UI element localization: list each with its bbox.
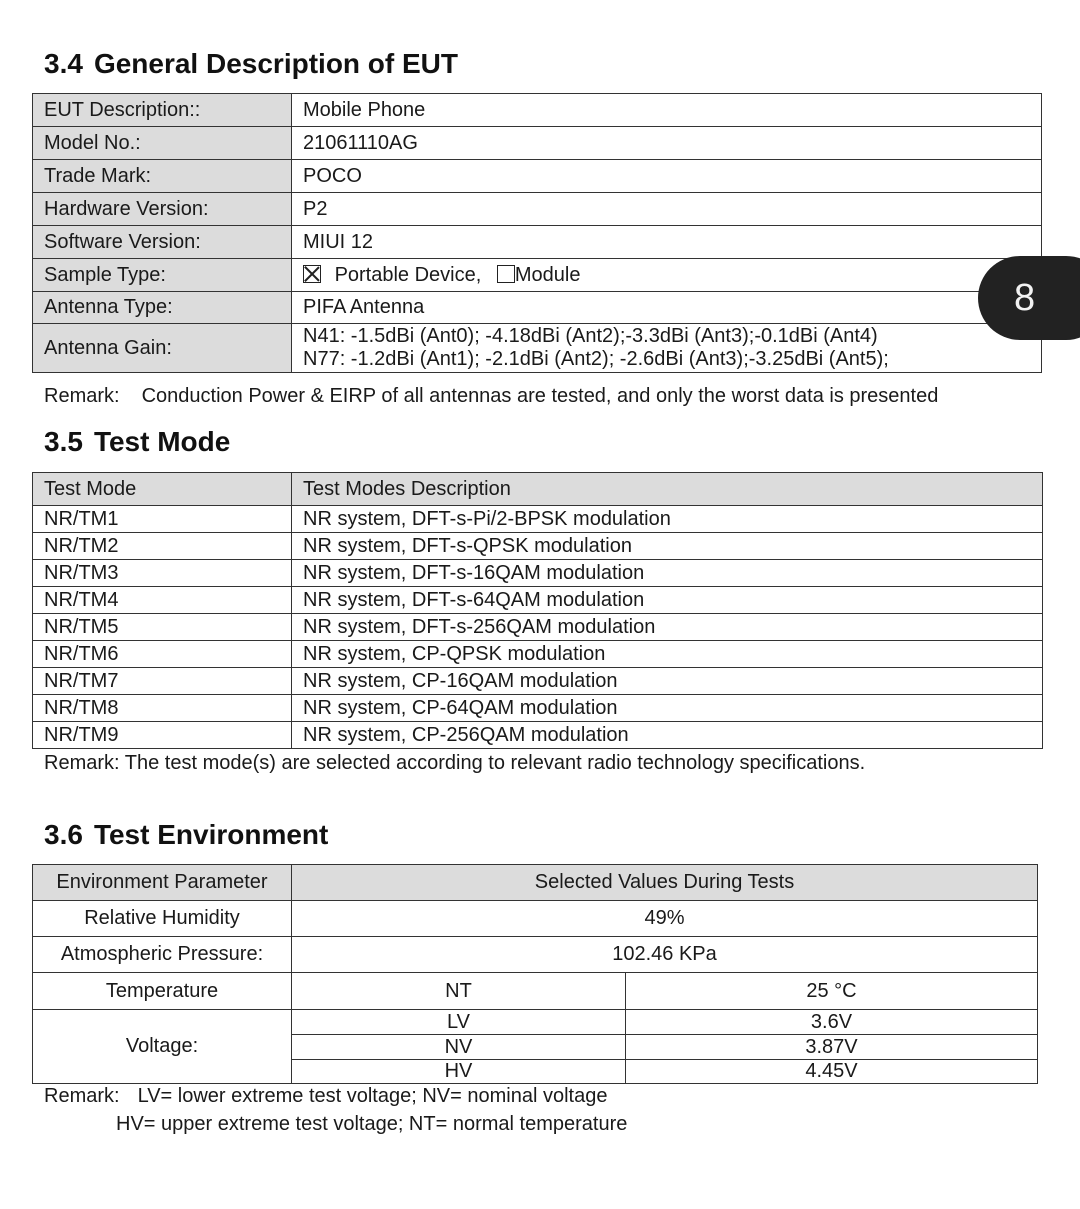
mode-cell: NR/TM6 xyxy=(33,641,292,668)
table-row xyxy=(33,668,1043,695)
mode-description-cell: NR system, DFT-s-QPSK modulation xyxy=(292,533,1043,560)
section-heading-eut xyxy=(44,48,458,80)
mode-description-cell: NR system, DFT-s-256QAM modulation xyxy=(292,614,1043,641)
environment-table xyxy=(32,864,1038,1084)
pressure-label: Atmospheric Pressure: xyxy=(33,937,292,973)
row-label: Hardware Version: xyxy=(33,193,292,226)
row-label: Software Version: xyxy=(33,226,292,259)
section-number: 3.5 xyxy=(44,426,83,457)
column-header: Selected Values During Tests xyxy=(292,865,1038,901)
mode-description-cell: NR system, CP-256QAM modulation xyxy=(292,722,1043,749)
voltage-key: NV xyxy=(292,1035,626,1060)
sample-option-module: Module xyxy=(514,263,581,286)
mode-description-cell: NR system, CP-16QAM modulation xyxy=(292,668,1043,695)
row-label: Model No.: xyxy=(33,127,292,160)
table-row xyxy=(33,292,1042,324)
table-row xyxy=(33,614,1043,641)
humidity-value: 49% xyxy=(292,901,1038,937)
page-number: 8 xyxy=(1014,277,1036,319)
sample-type-value xyxy=(292,259,1042,292)
table-header-row xyxy=(33,865,1038,901)
sample-type-label: Sample Type: xyxy=(33,259,292,292)
row-label: EUT Description:: xyxy=(33,94,292,127)
section-title: General Description of EUT xyxy=(93,48,459,79)
voltage-label: Voltage: xyxy=(33,1010,292,1084)
row-label: Trade Mark: xyxy=(33,160,292,193)
antenna-gain-label: Antenna Gain: xyxy=(33,324,292,373)
table-row xyxy=(33,722,1043,749)
remark-label: Remark: xyxy=(44,1085,120,1107)
sample-option-portable: Portable Device, xyxy=(334,263,482,286)
row-value: 21061110AG xyxy=(292,127,1042,160)
page-number-tab xyxy=(978,256,1080,340)
section-title: Test Environment xyxy=(93,819,329,850)
humidity-label: Relative Humidity xyxy=(33,901,292,937)
voltage-value: 4.45V xyxy=(626,1060,1038,1084)
row-value: P2 xyxy=(292,193,1042,226)
env-remark-line1 xyxy=(44,1085,607,1108)
table-row xyxy=(33,506,1043,533)
table-row xyxy=(33,160,1042,193)
test-mode-table xyxy=(32,472,1043,749)
antenna-gain-value xyxy=(292,324,1042,373)
mode-cell: NR/TM8 xyxy=(33,695,292,722)
table-row xyxy=(33,641,1043,668)
table-row xyxy=(33,973,1038,1010)
row-value: POCO xyxy=(292,160,1042,193)
column-header: Environment Parameter xyxy=(33,865,292,901)
table-row xyxy=(33,94,1042,127)
table-row xyxy=(33,324,1042,373)
table-header-row xyxy=(33,473,1043,506)
table-row xyxy=(33,193,1042,226)
table-row xyxy=(33,901,1038,937)
checked-checkbox-icon xyxy=(303,265,321,283)
table-row xyxy=(33,259,1042,292)
column-header: Test Modes Description xyxy=(292,473,1043,506)
section-number: 3.4 xyxy=(44,48,83,79)
mode-cell: NR/TM9 xyxy=(33,722,292,749)
antenna-gain-n41: N41: -1.5dBi (Ant0); -4.18dBi (Ant2);-3.3dBi (Ant3);-0.1dBi (Ant4) xyxy=(303,325,878,347)
mode-cell: NR/TM3 xyxy=(33,560,292,587)
temperature-key: NT xyxy=(292,973,626,1010)
mode-description-cell: NR system, CP-QPSK modulation xyxy=(292,641,1043,668)
voltage-value: 3.87V xyxy=(626,1035,1038,1060)
mode-description-cell: NR system, DFT-s-Pi/2-BPSK modulation xyxy=(292,506,1043,533)
column-header: Test Mode xyxy=(33,473,292,506)
remark-label: Remark: xyxy=(44,385,120,407)
voltage-key: HV xyxy=(292,1060,626,1084)
mode-description-cell: NR system, DFT-s-64QAM modulation xyxy=(292,587,1043,614)
mode-description-cell: NR system, CP-64QAM modulation xyxy=(292,695,1043,722)
mode-cell: NR/TM1 xyxy=(33,506,292,533)
table-row xyxy=(33,937,1038,973)
remark-text: LV= lower extreme test voltage; NV= nominal voltage xyxy=(137,1085,608,1107)
row-value: Mobile Phone xyxy=(292,94,1042,127)
temperature-label: Temperature xyxy=(33,973,292,1010)
table-row xyxy=(33,533,1043,560)
mode-description-cell: NR system, DFT-s-16QAM modulation xyxy=(292,560,1043,587)
remark-text: Conduction Power & EIRP of all antennas are tested, and only the worst data is presented xyxy=(141,385,939,407)
antenna-type-label: Antenna Type: xyxy=(33,292,292,324)
eut-table xyxy=(32,93,1042,373)
pressure-value: 102.46 KPa xyxy=(292,937,1038,973)
section-heading-env xyxy=(44,819,328,851)
section-number: 3.6 xyxy=(44,819,83,850)
table-row xyxy=(33,1010,1038,1035)
voltage-value: 3.6V xyxy=(626,1010,1038,1035)
mode-cell: NR/TM2 xyxy=(33,533,292,560)
table-row xyxy=(33,695,1043,722)
mode-cell: NR/TM4 xyxy=(33,587,292,614)
mode-cell: NR/TM7 xyxy=(33,668,292,695)
antenna-type-value: PIFA Antenna xyxy=(292,292,1042,324)
section-heading-mode xyxy=(44,426,230,458)
unchecked-checkbox-icon xyxy=(497,265,515,283)
eut-remark xyxy=(44,385,938,408)
temperature-value: 25 °C xyxy=(626,973,1038,1010)
table-row xyxy=(33,127,1042,160)
antenna-gain-n77: N77: -1.2dBi (Ant1); -2.1dBi (Ant2); -2.6dBi (Ant3);-3.25dBi (Ant5); xyxy=(303,348,889,370)
section-title: Test Mode xyxy=(93,426,231,457)
mode-cell: NR/TM5 xyxy=(33,614,292,641)
env-remark-line2: HV= upper extreme test voltage; NT= normal temperature xyxy=(116,1113,628,1135)
table-row xyxy=(33,226,1042,259)
table-row xyxy=(33,560,1043,587)
voltage-key: LV xyxy=(292,1010,626,1035)
mode-remark: Remark: The test mode(s) are selected according to relevant radio technology specifications. xyxy=(44,752,866,774)
row-value: MIUI 12 xyxy=(292,226,1042,259)
table-row xyxy=(33,587,1043,614)
